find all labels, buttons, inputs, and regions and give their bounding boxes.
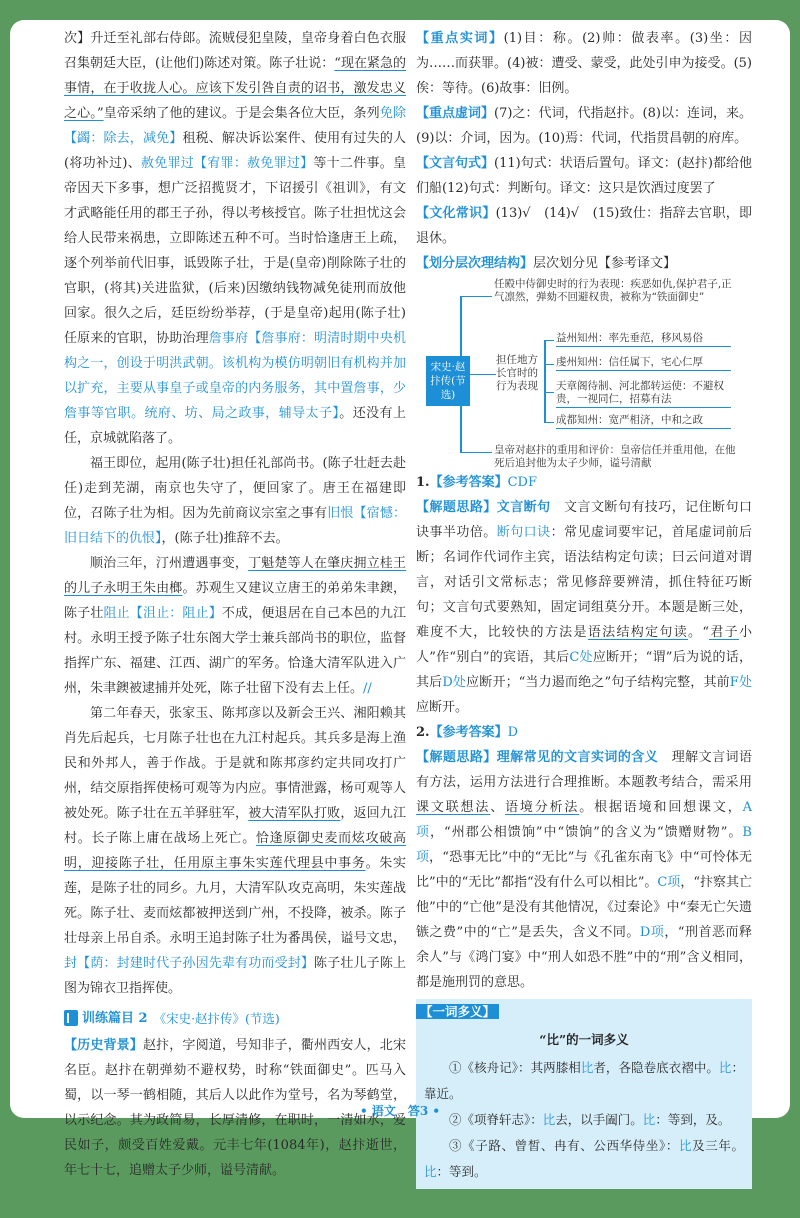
diagram-connector xyxy=(544,364,554,365)
text: ，(陈子壮)推辞不去。 xyxy=(161,531,289,546)
text: (13)√ (14)√ (15)致仕：指辞去官职，即退休。 xyxy=(416,206,752,246)
keyword: 比 xyxy=(424,1164,437,1179)
text: 应断开；“谓”后为说的话，其后 xyxy=(416,650,752,690)
underlined-text: 被大清军队打败 xyxy=(248,806,341,821)
underlined-text: 恰逢原御史麦而炫攻破高明，迎接陈子壮，任用原主事朱实莲代理县中事务 xyxy=(64,831,406,871)
keyword: 断句口诀 xyxy=(496,525,551,540)
text: 应断开。 xyxy=(416,700,469,715)
diagram-connector xyxy=(544,340,554,341)
paragraph-4 xyxy=(64,701,406,1001)
text: ，“恐事无比”中的“无比”与《孔雀东南飞》中“可怜体无比”中的“无比”都指“没有什么可以相比”。 xyxy=(416,850,752,890)
question-2-analysis xyxy=(416,745,752,995)
break-mark: // xyxy=(363,681,372,696)
keyword: 比 xyxy=(718,1060,732,1075)
keyword: 比 xyxy=(542,1112,556,1127)
tag-label: 【历史背景】 xyxy=(64,1038,143,1053)
paragraph-1 xyxy=(64,26,406,451)
keyword: F处 xyxy=(729,675,752,690)
tag-label: 【划分层次理结构】 xyxy=(416,256,534,271)
text: 。还没有上任，京城就陷落了。 xyxy=(64,406,406,446)
underlined-text: 丁魁楚等人在肇庆拥立桂王的儿子永明王朱由榔 xyxy=(64,556,406,596)
annotation: 赦免罪过【宥罪：赦免罪过】 xyxy=(140,156,314,171)
text: ：靠近。 xyxy=(424,1060,744,1101)
text: ③《子路、曾皙、冉有、公西华侍坐》： xyxy=(449,1138,679,1153)
underlined-text: 语法结构定句读 xyxy=(587,625,689,640)
diagram-top: 任殿中侍御史时的行为表现：疾恶如仇,保护君子,正气凛然，弹劾不回避权贵，被称为“铁面御史” xyxy=(494,278,732,303)
paragraph-3 xyxy=(64,551,406,701)
text: ：等到，及。 xyxy=(655,1112,731,1127)
function-words xyxy=(416,101,752,151)
polysemy-title: “比”的一词多义 xyxy=(539,1032,629,1047)
polysemy-label: 【一词多义】 xyxy=(416,1004,499,1019)
structure-diagram xyxy=(416,276,752,470)
keyword: A项 xyxy=(416,800,752,840)
text: 等十二件事。皇帝因天下多事，想广泛招揽贤才，下诏援引《祖训》，有文才武略能任用的郡王子孙，得以考核授官。陈子壮担忧这会给人民带来祸患，立即陈述五种不可。当时恰逢唐王上疏，逐个列举前代旧事，诋毁陈子壮，于是(皇帝)削除陈子壮的官职，(将其)关进监狱，(后来)因缴纳钱物减免徒刑而放他回家。很久之后，廷臣纷纷举荐，(于是皇帝)起用(陈子壮)任原来的官职，协助治理 xyxy=(64,156,406,346)
keyword: D处 xyxy=(442,675,467,690)
text: 及三年。 xyxy=(692,1138,744,1153)
underlined-text: “现在紧急的事情，在于收拢人心。应该下发引咎自责的诏书，激发忠义之心。” xyxy=(64,56,406,121)
keyword: 比 xyxy=(678,1138,693,1153)
text: 小人”作“别白”的宾语，其后 xyxy=(416,625,752,665)
text: ：等到。 xyxy=(436,1164,487,1179)
question-number: 2. xyxy=(416,725,430,740)
keyword: C项 xyxy=(657,875,681,890)
tag-label: 【参考答案】 xyxy=(429,725,508,740)
text: (1)目：称。(2)帅：做表率。(3)坐：因为……而获罪。(4)被：遭受、蒙受，此处引申为接受。(5)俟：等待。(6)故事：旧例。 xyxy=(416,31,752,96)
annotation: 封【荫：封建时代子孙因先辈有功而受封】 xyxy=(64,956,315,971)
keyword: B项 xyxy=(416,825,752,865)
tag-label: 【文化常识】 xyxy=(416,206,496,221)
text: 福王即位，起用(陈子壮)担任礼部尚书。(陈子壮赶去赴任)走到芜湖，南京也失守了，便回家了。唐王在福建即位，召陈子壮为相。因为先前商议宗室之事有 xyxy=(64,456,406,521)
page xyxy=(10,20,790,1179)
text: 。苏观生又建议立唐王的弟弟朱聿鐭，陈子壮 xyxy=(64,581,406,621)
tag-label: 【文言句式】 xyxy=(416,156,495,171)
tag-label: 【重点虚词】 xyxy=(416,106,495,121)
keyword: 比 xyxy=(580,1060,594,1075)
diagram-connector xyxy=(544,422,554,423)
polysemy-box xyxy=(416,999,752,1189)
analysis-head: 理解常见的文言实词的含义 xyxy=(496,750,659,765)
text: 层次划分见【参考译文】 xyxy=(533,256,677,271)
diagram-connector xyxy=(544,340,546,422)
underlined-text: 课文联想法 xyxy=(416,800,491,815)
text: ，返回九江村。长子陈上庸在战场上死亡。 xyxy=(64,806,406,846)
keyword: D项 xyxy=(639,925,665,940)
text: ②《项脊轩志》： xyxy=(449,1112,543,1127)
text: 陈子壮儿子陈上图为锦衣卫指挥使。 xyxy=(64,956,406,996)
underlined-text: 语境分析法 xyxy=(505,800,580,815)
text: 、 xyxy=(490,800,506,815)
diagram-item: 成都知州：宽严相济，中和之政 xyxy=(556,414,731,429)
paragraph-2 xyxy=(64,451,406,551)
question-2-answer xyxy=(416,720,752,745)
text: ，“刑首恶而释余人”与《鸿门宴》中“刑人如恐不胜”中的“刑”含义相同，都是施刑罚的意思。 xyxy=(416,925,752,990)
text: 。根据语境和回想课文， xyxy=(579,800,743,815)
diagram-item: 虔州知州：信任属下，宅心仁厚 xyxy=(556,356,731,371)
tag-label: 【参考答案】 xyxy=(429,475,508,490)
diagram-connector xyxy=(460,452,492,453)
annotation: 免除 xyxy=(379,106,406,121)
tag-label: 【重点实词】 xyxy=(416,31,504,46)
text: ，“抃察其亡他”中的“亡他”是没有其他情况，《过秦论》中“秦无亡矢遗镞之费”中的“亡”是丢失，含义不同。 xyxy=(416,875,753,940)
underlined-text: 君子 xyxy=(709,625,739,640)
diagram-connector xyxy=(544,392,554,393)
text: 第二年春天，张家玉、陈邦彦以及新会王兴、湘阳赖其肖先后起兵，七月陈子壮也在九江村起兵。其兵多是海上渔民和外邦人，善于作战。于是就和陈邦彦约定共同攻打广州，结交原指挥使杨可观等为内应。事情泄露，杨可观等人被处死。陈子壮在五羊驿驻军， xyxy=(64,706,406,821)
right-column xyxy=(416,26,752,1189)
question-1-analysis xyxy=(416,495,752,720)
keyword: 比 xyxy=(642,1112,656,1127)
text: ，“州郡公相馈饷”中“馈饷”的含义为“馈赠财物”。 xyxy=(430,825,743,840)
diagram-connector xyxy=(460,296,492,297)
analysis-head: 文言断句 xyxy=(496,500,551,515)
text: (11)句式：状语后置句。译文：(赵抃)都给他们船(12)句式：判断句。译文：这只是饮酒过度罢了 xyxy=(416,156,752,196)
question-1-answer xyxy=(416,470,752,495)
polysemy-item xyxy=(424,1133,744,1185)
section-title xyxy=(64,1007,406,1029)
text: 赵抃，字阅道，号知非子，衢州西安人，北宋名臣。赵抃在朝弹劾不避权势，时称“铁面御史”。匹马入蜀，以一琴一鹤相随，其后人以此作为堂号，名为琴鹤堂，以示纪念。其为政简易，长厚清修，在职时，一清如水，爱民如子，颇受百姓爱戴。元丰七年(1084年)，赵抃逝世，年七十七，追赠太子少师，谥号清献。 xyxy=(64,1038,406,1178)
text: (7)之：代词，代指赵抃。(8)以：连词，来。(9)以：介词，因为。(10)焉：代词，代指贯昌朝的府库。 xyxy=(416,106,752,146)
text: 皇帝采纳了他的建议。于是会集各位大臣，条列 xyxy=(103,106,380,121)
book-icon xyxy=(64,1010,78,1026)
annotation: 詹事府【詹事府：明清时期中央机构之一，创设于明洪武朝。该机构为模仿明朝旧有机构并加以扩充，主要从事皇子或皇帝的内务服务，其中置詹事，少詹事等官职。统府、坊、局之政事，辅导太子】 xyxy=(64,331,406,421)
text: 租税、解决诉讼案件、使用有过失的人(将功补过)、 xyxy=(64,131,406,171)
text: ①《核舟记》：其两膝相 xyxy=(449,1060,581,1075)
text: 不成，便退居在自己本邑的九江村。永明王授予陈子壮东阁大学士兼兵部尚书的职位，监督指挥广东、福建、江西、湖广的军务。恰逢大清军队进入广州，朱聿鐭被逮捕并处死，陈子壮留下没有去上任。 xyxy=(64,606,406,696)
page-footer: • 语文 答3 • xyxy=(359,1104,441,1118)
culture-knowledge xyxy=(416,201,752,251)
sentence-patterns xyxy=(416,151,752,201)
inline-tag: 次】升迁至礼部右侍郎。流贼侵犯皇陵，皇帝身着白色衣服召集朝廷大臣，(让他们)陈述对策。陈子壮说： xyxy=(64,31,406,71)
answer: D xyxy=(507,725,519,740)
structure-heading xyxy=(416,251,752,276)
diagram-item: 益州知州：率先垂范，移风易俗 xyxy=(556,332,731,347)
left-column xyxy=(64,26,406,1183)
diagram-bottom: 皇帝对赵抃的重用和评价：皇帝信任并重用他，在他死后追封他为太子少师，谥号清献 xyxy=(494,444,736,469)
text: 去，以手阖门。 xyxy=(555,1112,643,1127)
text: 理解文言词语有方法，运用方法进行合理推断。本题教考结合，需采用 xyxy=(416,750,752,790)
text: ：常见虚词要牢记，首尾虚词前后断；名词作代词作主宾，语法结构定句读；曰云问道对谓言，对话引文常标志；常见修辞要辨清，抓住特征巧断句；文言句式要熟知，固定词组莫分开。本题是断三处，难度不大，比较快的方法是 xyxy=(416,525,752,640)
tag-label: 【解题思路】 xyxy=(416,500,497,515)
tag-label: 【解题思路】 xyxy=(416,750,497,765)
text: 文言文断句有技巧，记住断句口诀事半功倍。 xyxy=(416,500,752,540)
text: 者，各隐卷底衣褶中。 xyxy=(593,1060,719,1075)
key-words xyxy=(416,26,752,101)
polysemy-item xyxy=(424,1055,744,1107)
annotation: 【蠲：除去，减免】 xyxy=(64,131,183,146)
text: 应断开；“当力遏而绝之”句子结构完整，其前 xyxy=(466,675,730,690)
section-label: 训练篇目 2 xyxy=(82,1010,148,1026)
keyword: C处 xyxy=(569,650,593,665)
answer: CDF xyxy=(507,475,537,490)
annotation: 旧恨【宿憾：旧日结下的仇恨】 xyxy=(64,506,406,546)
diagram-root: 宋史·赵抃传(节选) xyxy=(426,356,470,406)
annotation: 阻止【沮止：阻止】 xyxy=(103,606,222,621)
text: 。朱实莲，是陈子壮的同乡。九月，大清军队攻克高明，朱实莲战死。陈子壮、麦而炫都被押送到广州，不投降，被杀。陈子壮母亲上吊自杀。永明王追封陈子壮为番禺侯，谥号文忠， xyxy=(64,856,406,946)
diagram-item: 天章阁待制、河北都转运使：不避权贵，一视同仁，招募有法 xyxy=(556,380,731,408)
text: 。“ xyxy=(688,625,709,640)
text: 顺治三年，汀州遭遇事变， xyxy=(90,556,249,571)
diagram-mid: 担任地方长官时的行为表现 xyxy=(496,354,538,392)
question-number: 1. xyxy=(416,475,430,490)
section-subtitle: 《宋史·赵抃传》(节选) xyxy=(153,1010,280,1026)
